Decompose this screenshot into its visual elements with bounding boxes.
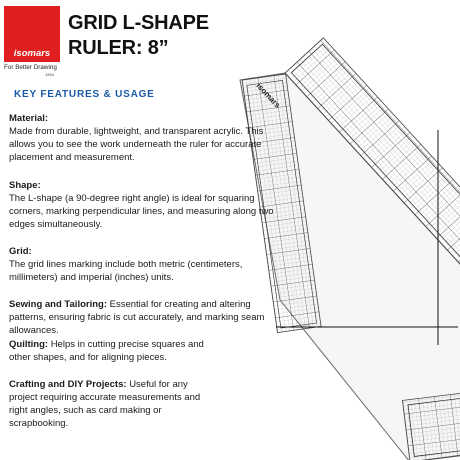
- feature-crafting-text: Useful for any project requiring accurate measurements and right angles, such as card making or scrapbooking.: [9, 379, 201, 429]
- feature-crafting-label: Crafting and DIY Projects:: [9, 379, 127, 390]
- feature-sewing: [9, 298, 274, 337]
- product-title-line2: RULER: 8”: [68, 37, 169, 59]
- feature-grid: [9, 245, 274, 284]
- feature-shape-text: The L-shape (a 90-degree right angle) is ideal for squaring corners, marking perpendicular lines, and measuring along two edges simultaneously.: [9, 193, 274, 230]
- brand-tagline: For Better Drawing: [4, 64, 57, 71]
- brand-since: 1954: [45, 72, 54, 77]
- feature-crafting: [9, 378, 214, 430]
- product-title-line1: GRID L-SHAPE: [68, 12, 209, 34]
- feature-grid-label: Grid:: [9, 246, 32, 257]
- feature-quilting-label: Quilting:: [9, 339, 49, 350]
- feature-shape: [9, 179, 274, 231]
- feature-quilting-text: Helps in cutting precise squares and other shapes, and for aligning pieces.: [9, 339, 204, 363]
- feature-grid-text: The grid lines marking include both metric (centimeters, millimeters) and imperial (inches) units.: [9, 259, 243, 283]
- feature-material: [9, 112, 274, 164]
- feature-sewing-label: Sewing and Tailoring:: [9, 299, 107, 310]
- feature-shape-label: Shape:: [9, 180, 41, 191]
- feature-material-text: Made from durable, lightweight, and transparent acrylic. This allows you to see the work underneath the ruler for accurate placement and measurement.: [9, 126, 264, 163]
- brand-logo-text: isomars: [13, 48, 51, 59]
- features-heading: KEY FEATURES & USAGE: [14, 89, 155, 100]
- feature-material-label: Material:: [9, 113, 49, 124]
- feature-quilting: [9, 338, 219, 364]
- ruler-brand-mark: isomars: [254, 81, 283, 110]
- feature-sewing-text: Essential for creating and altering patterns, ensuring fabric is cut accurately, and marking seam allowances.: [9, 299, 265, 336]
